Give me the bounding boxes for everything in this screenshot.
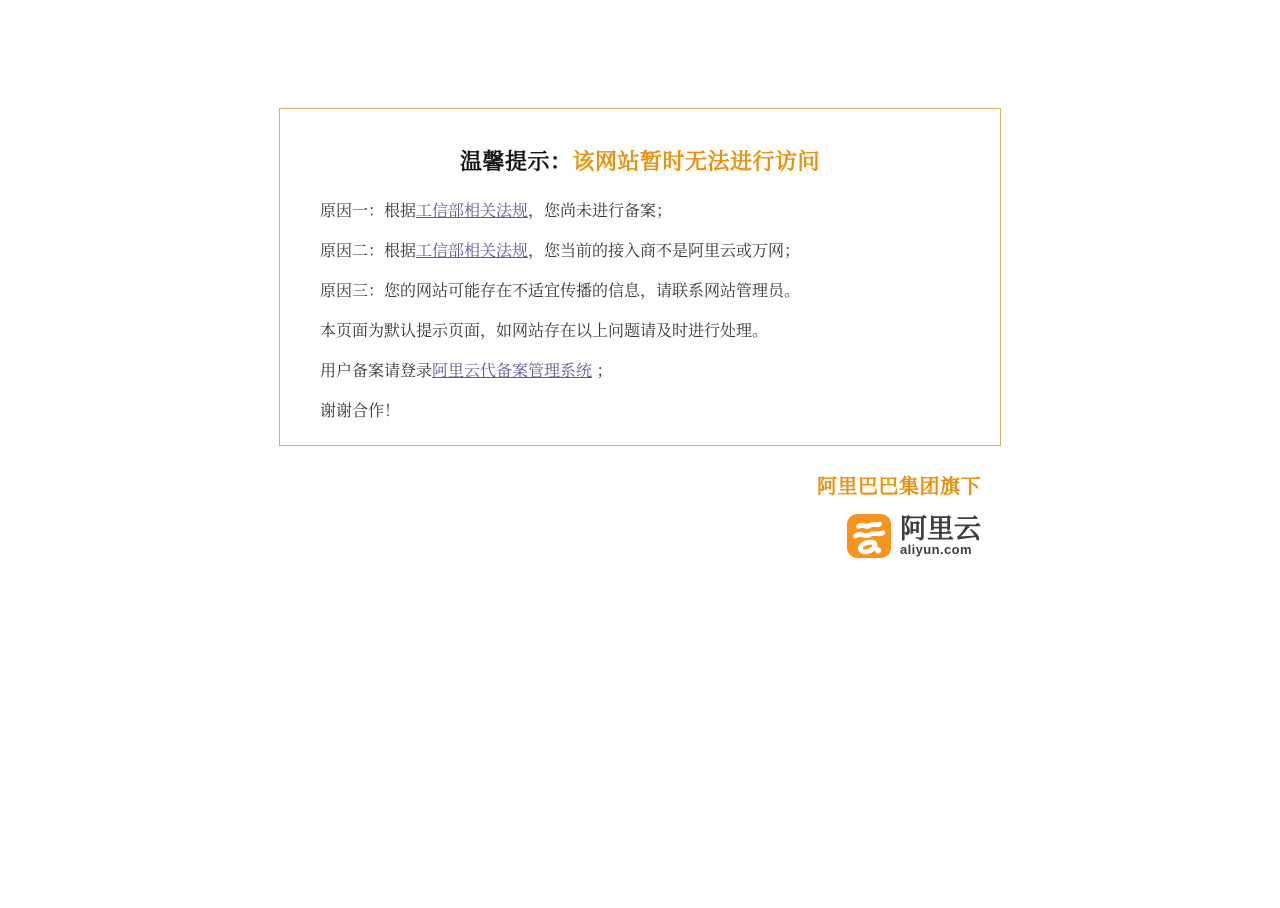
filing-login-line (320, 362, 960, 381)
default-page-note (320, 322, 960, 341)
brand-name: 阿里云 (900, 513, 981, 544)
notice-title (320, 145, 960, 176)
reason-2-text-post: ，您当前的接入商不是阿里云或万网； (528, 243, 801, 260)
reason-2-text-pre: 原因二：根据 (320, 243, 417, 260)
notice-box (279, 108, 1001, 446)
reason-line-3 (320, 282, 960, 301)
filing-login-text-post: ； (592, 363, 613, 380)
aliyun-logo[interactable] (846, 513, 981, 559)
reason-3-text: 原因三：您的网站可能存在不适宜传播的信息，请联系网站管理员。 (320, 283, 801, 300)
aliyun-filing-system-link[interactable]: 阿里云代备案管理系统 (432, 363, 593, 380)
alibaba-group-label: 阿里巴巴集团旗下 (817, 476, 981, 498)
thanks-line (320, 402, 960, 421)
brand-domain: aliyun.com (900, 542, 972, 558)
reason-line-2 (320, 242, 960, 261)
thanks-text: 谢谢合作！ (320, 403, 401, 420)
miit-regulations-link-1[interactable]: 工信部相关法规 (416, 203, 529, 220)
default-page-note-text: 本页面为默认提示页面，如网站存在以上问题请及时进行处理。 (320, 323, 769, 340)
aliyun-cloud-icon (846, 513, 892, 559)
reason-line-1 (320, 202, 960, 221)
filing-login-text-pre: 用户备案请登录 (320, 363, 433, 380)
reason-1-text-pre: 原因一：根据 (320, 203, 417, 220)
miit-regulations-link-2[interactable]: 工信部相关法规 (416, 243, 529, 260)
notice-title-highlight: 该网站暂时无法进行访问 (572, 149, 821, 174)
reason-1-text-post: ，您尚未进行备案； (528, 203, 673, 220)
notice-title-prefix: 温馨提示： (459, 149, 573, 174)
brand-text-block (900, 515, 981, 558)
footer (279, 470, 1001, 564)
